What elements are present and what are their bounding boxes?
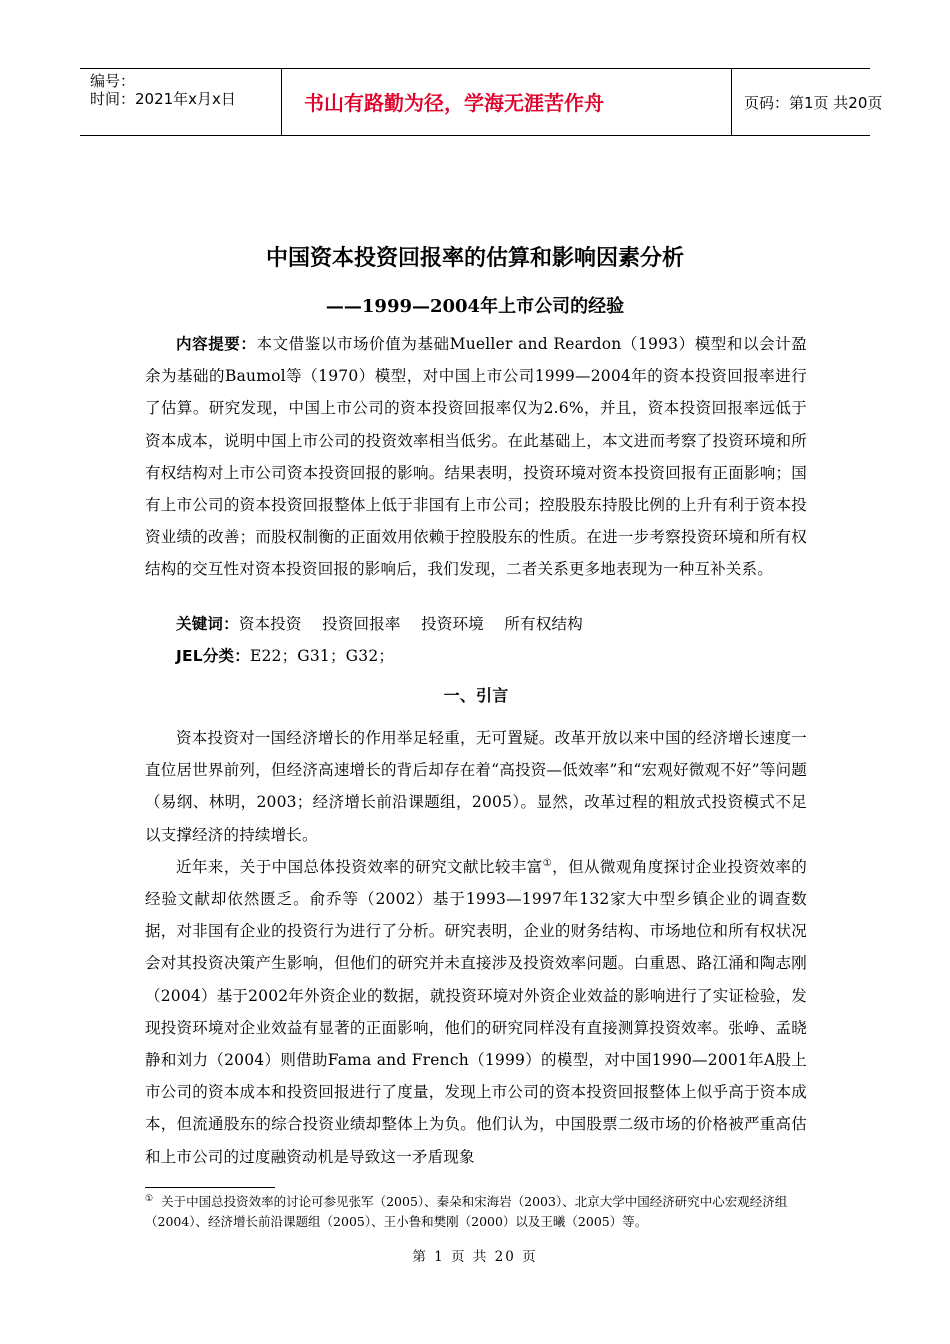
section-title: 一、引言 bbox=[443, 686, 509, 705]
intro-paragraph-2-start: 近年来，关于中国总体投资效率的研究文献比较丰富 bbox=[176, 857, 543, 876]
footnote-divider bbox=[145, 1187, 275, 1188]
jel-line bbox=[145, 640, 807, 672]
footnote-reference[interactable]: ① bbox=[542, 857, 553, 869]
header-meta-cell bbox=[80, 69, 282, 135]
header-number-label: 编号： bbox=[90, 72, 136, 90]
intro-paragraph-2 bbox=[145, 851, 807, 1173]
abstract-label: 内容提要： bbox=[176, 335, 257, 353]
jel-label: JEL分类： bbox=[176, 647, 250, 666]
keywords-line bbox=[145, 608, 807, 640]
intro-paragraph-1: 资本投资对一国经济增长的作用举足轻重，无可置疑。改革开放以来中国的经济增长速度一直位居世界前列，但经济高速增长的背后却存在着“高投资—低效率”和“宏观好微观不好”等问题（易纲、林明，2003；经济增长前沿课题组，2005）。显然，改革过程的粗放式投资模式不足以支撑经济的持续增长。 bbox=[145, 729, 807, 844]
keywords-label: 关键词： bbox=[176, 615, 239, 633]
document-header bbox=[80, 68, 883, 136]
keywords-text: 资本投资 投资回报率 投资环境 所有权结构 bbox=[238, 615, 583, 633]
abstract-text: 本文借鉴以市场价值为基础Mueller and Reardon（1993）模型和以会计盈余为基础的Baumol等（1970）模型，对中国上市公司1999—2004年的资本投资回报率进行了估算。研究发现，中国上市公司的资本投资回报率仅为2.6%，并且，资本投资回报率远低于资本成本，说明中国上市公司的投资效率相当低劣。在此基础上，本文进而考察了投资环境和所有权结构对上市公司资本投资回报的影响。结果表明，投资环境对资本投资回报有正面影响；国有上市公司的资本投资回报整体上低于非国有上市公司；控股股东持股比例的上升有利于资本投资业绩的改善；而股权制衡的正面效用依赖于控股股东的性质。在进一步考察投资环境和所有权结构的交互性对资本投资回报的影响后，我们发现，二者关系更多地表现为一种互补关系。 bbox=[145, 335, 807, 579]
document-title: 中国资本投资回报率的估算和影响因素分析 bbox=[265, 246, 684, 271]
abstract bbox=[145, 328, 807, 586]
introduction-body bbox=[145, 722, 807, 1173]
footnote bbox=[145, 1192, 810, 1232]
abstract-paragraph bbox=[145, 328, 807, 586]
keywords-block bbox=[145, 608, 807, 672]
footnote-mark: ① bbox=[145, 1193, 154, 1204]
document-subtitle: ——1999—2004年上市公司的经验 bbox=[325, 296, 625, 317]
header-page-info: 页码：第1页 共20页 bbox=[744, 94, 883, 112]
section-heading-block bbox=[145, 680, 807, 712]
header-motto: 书山有路勤为径，学海无涯苦作舟 bbox=[282, 69, 732, 135]
page-footer: 第 1 页 共 20 页 bbox=[412, 1249, 538, 1265]
intro-paragraph-2-rest: ，但从微观角度探讨企业投资效率的经验文献却依然匮乏。俞乔等（2002）基于1993—1997年132家大中型乡镇企业的调查数据，对非国有企业的投资行为进行了分析。研究表明，企业的财务结构、市场地位和所有权状况会对其投资决策产生影响，但他们的研究并未直接涉及投资效率问题。白重恩、路江涌和陶志刚（2004）基于2002年外资企业的数据，就投资环境对外资企业效益的影响进行了实证检验，发现投资环境对企业效益有显著的正面影响，他们的研究同样没有直接测算投资效率。张峥、孟晓静和刘力（2004）则借助Fama and French（1999）的模型，对中国1990—2001年A股上市公司的资本成本和投资回报进行了度量，发现上市公司的资本投资回报整体上似乎高于资本成本，但流通股东的综合投资业绩却整体上为负。他们认为，中国股票二级市场的价格被严重高估和上市公司的过度融资动机是导致这一矛盾现象 bbox=[145, 857, 808, 1166]
jel-text: E22；G31；G32； bbox=[249, 647, 395, 666]
footnote-text: 关于中国总投资效率的讨论可参见张军（2005）、秦朵和宋海岩（2003）、北京大学中国经济研究中心宏观经济组（2004）、经济增长前沿课题组（2005）、王小鲁和樊刚（2000）以及王曦（2005）等。 bbox=[145, 1194, 788, 1229]
header-time-label: 时间：2021年x月x日 bbox=[90, 90, 236, 108]
